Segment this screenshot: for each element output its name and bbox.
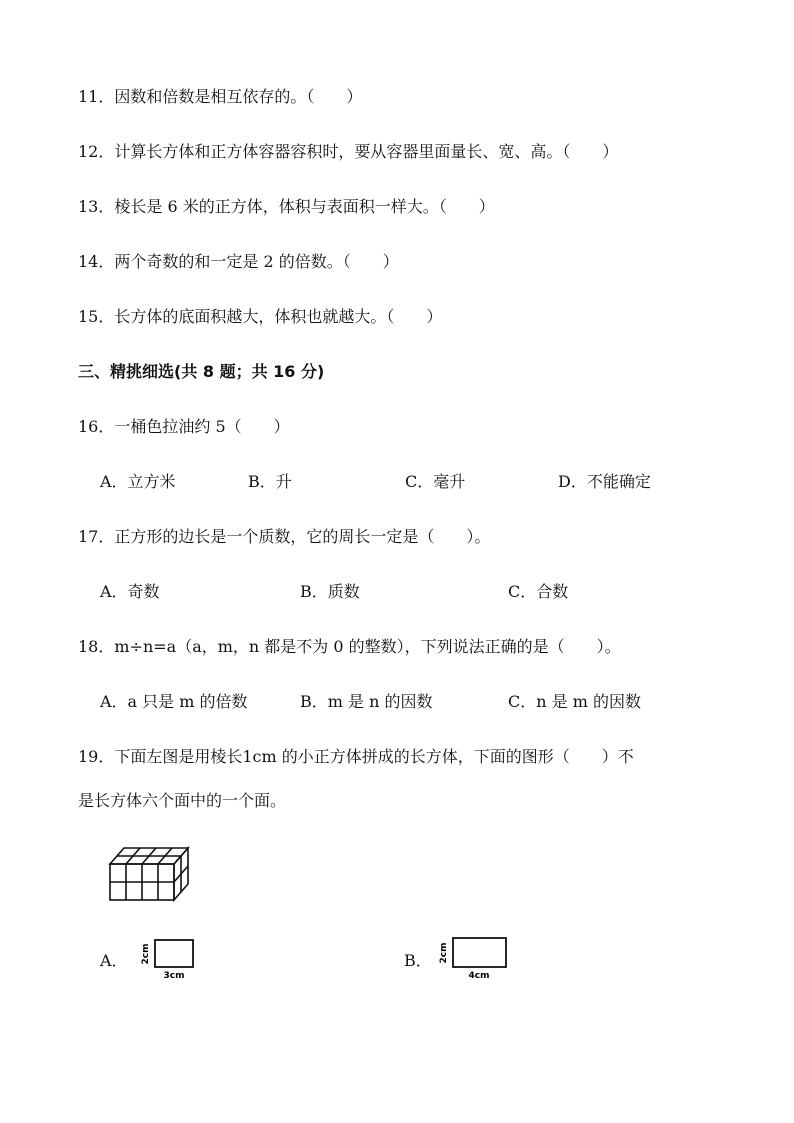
question-12: 12．计算长方体和正方体容器容积时，要从容器里面量长、宽、高。（ ） [78,142,619,161]
cuboid-figure [108,844,192,904]
question-13: 13．棱长是 6 米的正方体，体积与表面积一样大。（ ） [78,197,495,216]
question-18: 18．m÷n=a（a，m，n 都是不为 0 的整数），下列说法正确的是（ ）。 [78,637,621,656]
q17-option-c: C．合数 [508,582,569,601]
q16-option-b: B．升 [248,472,292,491]
question-17: 17．正方形的边长是一个质数，它的周长一定是（ ）。 [78,527,491,546]
q18-option-c: C．n 是 m 的因数 [508,692,641,711]
figure-a-rect [155,940,193,967]
question-19-line-2: 是长方体六个面中的一个面。 [78,791,287,810]
question-14: 14．两个奇数的和一定是 2 的倍数。（ ） [78,252,399,271]
question-11: 11．因数和倍数是相互依存的。（ ） [78,87,363,106]
figure-b-height-label: 2cm [439,942,449,964]
figure-a-height-label: 2cm [141,943,151,965]
q16-option-d: D．不能确定 [558,472,651,491]
section-3-heading: 三、精挑细选(共 8 题；共 16 分) [78,362,325,381]
q19-figure-a-rectangle [137,936,197,982]
figure-b-rect [453,938,506,967]
q18-option-b: B．m 是 n 的因数 [300,692,433,711]
q16-option-a: A．立方米 [100,472,176,491]
q19-option-a: A． [100,951,128,970]
q16-option-c: C．毫升 [405,472,466,491]
figure-b-width-label: 4cm [468,971,490,981]
question-19-line-1: 19．下面左图是用棱长1cm 的小正方体拼成的长方体，下面的图形（ ）不 [78,747,634,766]
question-16: 16．一桶色拉油约 5（ ） [78,417,290,436]
figure-a-width-label: 3cm [163,971,185,981]
q18-option-a: A．a 只是 m 的倍数 [100,692,248,711]
q19-figure-b-rectangle [435,936,511,982]
q17-option-b: B．质数 [300,582,360,601]
q17-option-a: A．奇数 [100,582,160,601]
q19-option-b: B． [404,951,432,970]
question-15: 15．长方体的底面积越大，体积也就越大。（ ） [78,307,443,326]
